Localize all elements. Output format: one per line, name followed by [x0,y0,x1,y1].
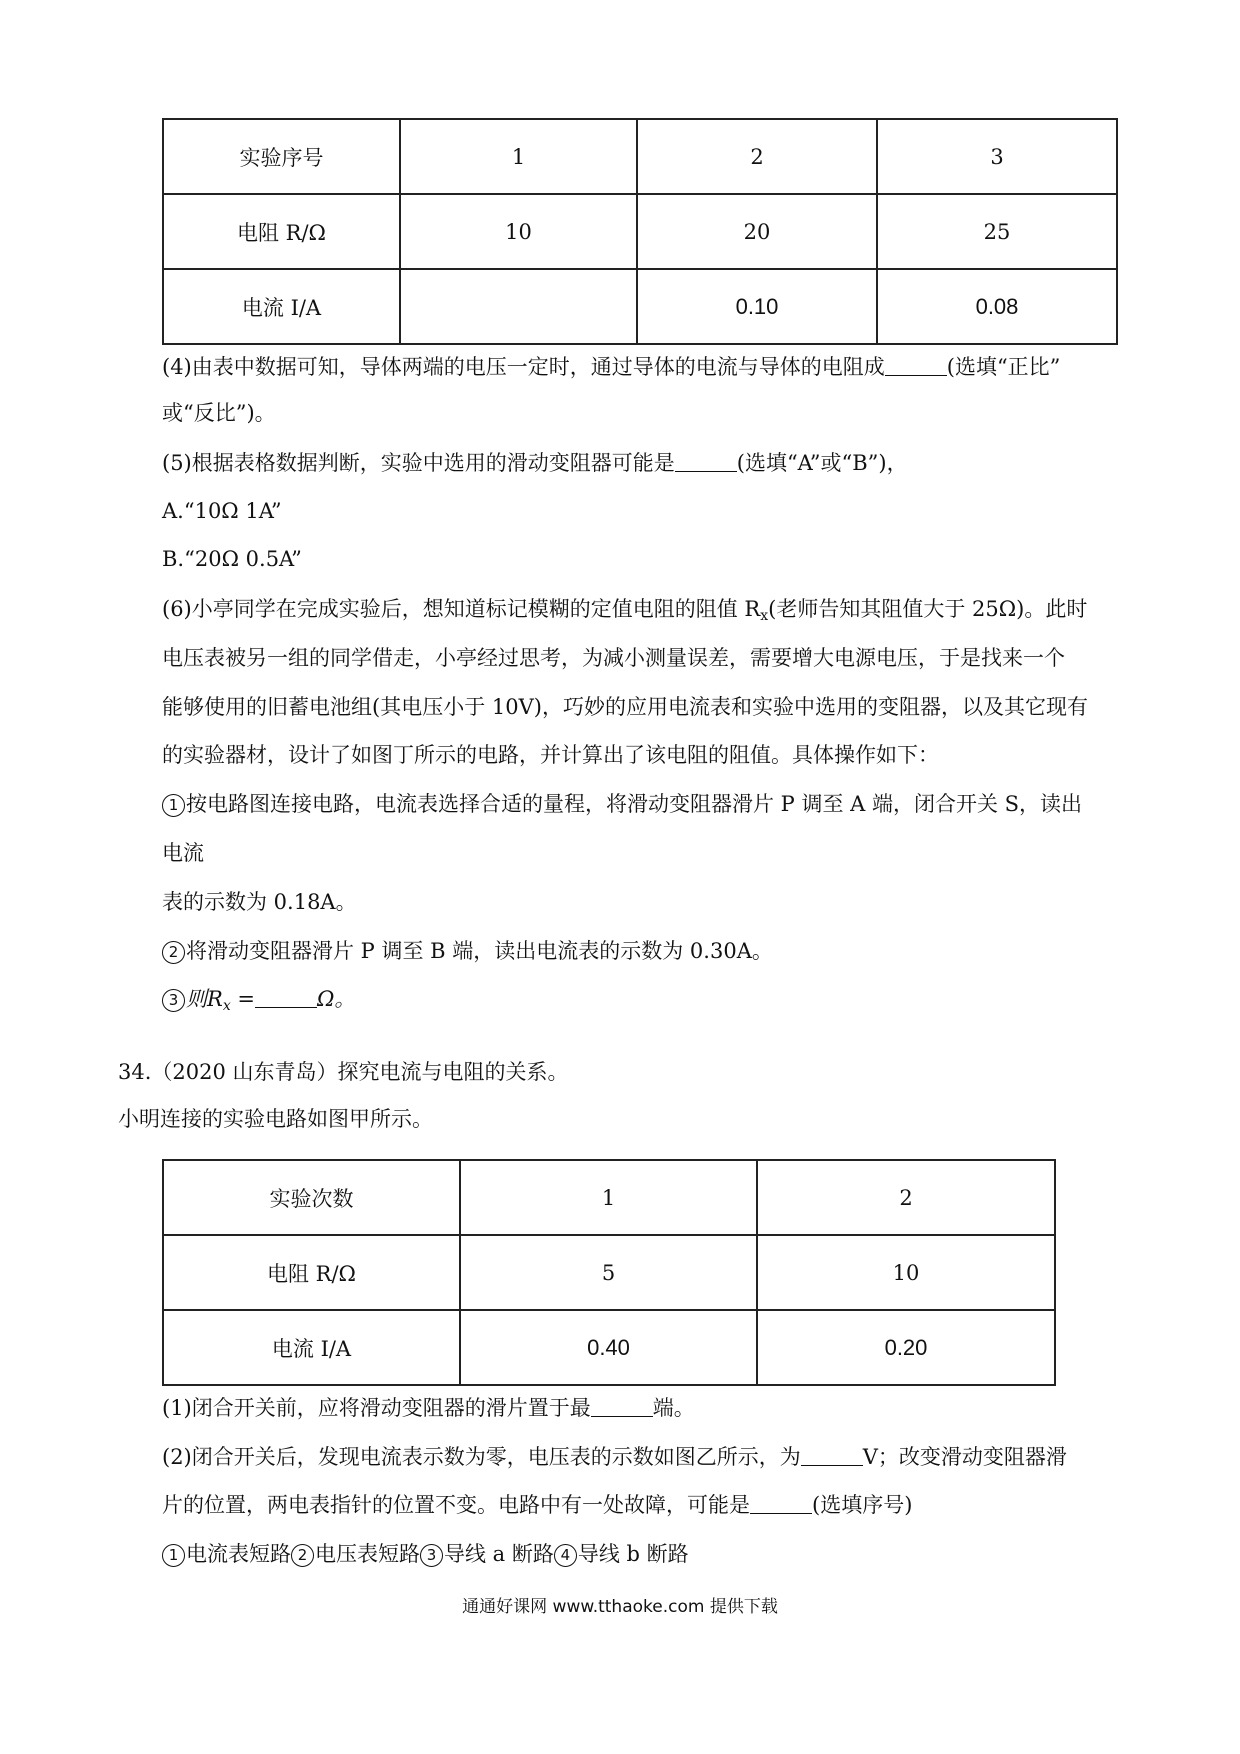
q4-line-1 [162,352,1060,382]
option-text: 电压表短路 [315,1542,420,1566]
q6-subscript: x [760,608,769,624]
table-cell: 5 [460,1235,757,1310]
table-row [163,194,1117,269]
circled-number: 1 [162,1544,185,1567]
q6-line-1 [162,594,1087,631]
table-row [163,269,1117,344]
q6-line-2 [162,643,1065,673]
table-cell: 10 [757,1235,1055,1310]
table-cell: 10 [400,194,637,269]
table-cell: 0.40 [460,1310,757,1385]
q34-intro-text: 小明连接的实验电路如图甲所示。 [118,1107,433,1131]
q6-text-1b: (老师告知其阻值大于 25Ω)。此时 [768,597,1088,621]
table-cell: 0.10 [637,269,877,344]
q6-text-2: 电压表被另一组的同学借走，小亭经过思考，为减小测量误差，需要增大电源电压，于是找来一个 [162,646,1065,670]
q6-step-1-text-c: 表的示数为 0.18A。 [162,890,357,914]
q34-1 [162,1393,695,1423]
page-footer: 通通好课网 www.tthaoke.com 提供下载 [462,1597,778,1617]
q6-step-3-eq: = [237,987,256,1011]
table-row [163,1160,1055,1235]
q34-title-text: 34.（2020 山东青岛）探究电流与电阻的关系。 [118,1060,569,1084]
q6-step-1-text-b: 电流 [162,841,204,865]
table-cell: 1 [460,1160,757,1235]
q34-intro [118,1104,433,1134]
q4-text-c: 或“反比”)。 [162,401,276,425]
q4-text-b: (选填“正比” [946,355,1061,379]
circled-number: 3 [420,1544,443,1567]
q34-2-text-a: (2)闭合开关后，发现电流表示数为零，电压表的示数如图乙所示，为 [162,1445,801,1469]
q6-step-3 [162,984,355,1021]
q34-1-text-a: (1)闭合开关前，应将滑动变阻器的滑片置于最 [162,1396,591,1420]
table-cell [400,269,637,344]
answer-blank[interactable] [255,985,317,1008]
table-cell: 20 [637,194,877,269]
q34-2-text-b: V；改变滑动变阻器滑 [862,1445,1067,1469]
q6-step-3-unit: Ω。 [317,987,356,1011]
table-cell: 电阻 R/Ω [163,194,400,269]
q6-step-2-text: 将滑动变阻器滑片 P 调至 B 端，读出电流表的示数为 0.30A。 [186,939,773,963]
q5-option-a [162,496,282,526]
q4-text-a: (4)由表中数据可知，导体两端的电压一定时，通过导体的电流与导体的电阻成 [162,355,885,379]
q34-options [162,1539,689,1569]
q5-text-b: (选填“A”或“B”)， [736,451,908,475]
q6-step-1-text: 按电路图连接电路，电流表选择合适的量程，将滑动变阻器滑片 P 调至 A 端，闭合开关 S，读出 [186,792,1083,816]
q5-option-b [162,544,302,574]
q34-2-line-1 [162,1442,1067,1472]
q6-line-3 [162,692,1088,722]
circled-number: 3 [162,989,185,1012]
q34-2-line-2 [162,1490,912,1520]
q5-line-1 [162,448,908,478]
table-row [163,1235,1055,1310]
table-cell: 电流 I/A [163,269,400,344]
table-cell: 0.20 [757,1310,1055,1385]
q6-step-1-cont2 [162,887,357,917]
table-cell: 电阻 R/Ω [163,1235,460,1310]
q5-text-a: (5)根据表格数据判断，实验中选用的滑动变阻器可能是 [162,451,675,475]
option-text: 电流表短路 [186,1542,291,1566]
table-cell: 实验次数 [163,1160,460,1235]
table-cell: 25 [877,194,1117,269]
circled-number: 4 [554,1544,577,1567]
q6-text-3: 能够使用的旧蓄电池组(其电压小于 10V)，巧妙的应用电流表和实验中选用的变阻器，以及其它现有 [162,695,1088,719]
option-text: 导线 a 断路 [444,1542,554,1566]
q6-step-1-cont [162,838,204,868]
table-cell: 0.08 [877,269,1117,344]
q5-option-b-text: B.“20Ω 0.5A” [162,547,302,571]
circled-number: 2 [291,1544,314,1567]
q4-line-2 [162,398,276,428]
q34-2-text-d: (选填序号) [812,1493,913,1517]
data-table-2 [162,1159,1056,1386]
q6-step-1 [162,789,1082,819]
table-row [163,119,1117,194]
table-cell: 1 [400,119,637,194]
option-text: 导线 b 断路 [577,1542,689,1566]
q34-title [118,1057,569,1087]
answer-blank[interactable] [591,1394,653,1417]
q34-1-text-b: 端。 [652,1396,695,1420]
table-cell: 实验序号 [163,119,400,194]
q6-text-1a: (6)小亭同学在完成实验后，想知道标记模糊的定值电阻的阻值 R [162,597,761,621]
table-cell: 3 [877,119,1117,194]
answer-blank[interactable] [801,1443,863,1466]
q6-step-3-subscript: x [222,998,231,1014]
circled-number: 2 [162,941,185,964]
circled-number: 1 [162,794,185,817]
q34-2-text-c: 片的位置，两电表指针的位置不变。电路中有一处故障，可能是 [162,1493,750,1517]
table-row [163,1310,1055,1385]
table-cell: 2 [637,119,877,194]
answer-blank[interactable] [675,449,737,472]
q6-text-4: 的实验器材，设计了如图丁所示的电路，并计算出了该电阻的阻值。具体操作如下： [162,743,939,767]
table-cell: 电流 I/A [163,1310,460,1385]
q6-line-4 [162,740,939,770]
q6-step-3-text-a: 则R [186,987,223,1011]
table-cell: 2 [757,1160,1055,1235]
data-table-1 [162,118,1118,345]
q5-option-a-text: A.“10Ω 1A” [162,499,282,523]
answer-blank[interactable] [750,1491,812,1514]
answer-blank[interactable] [885,353,947,376]
q6-step-2 [162,936,773,966]
